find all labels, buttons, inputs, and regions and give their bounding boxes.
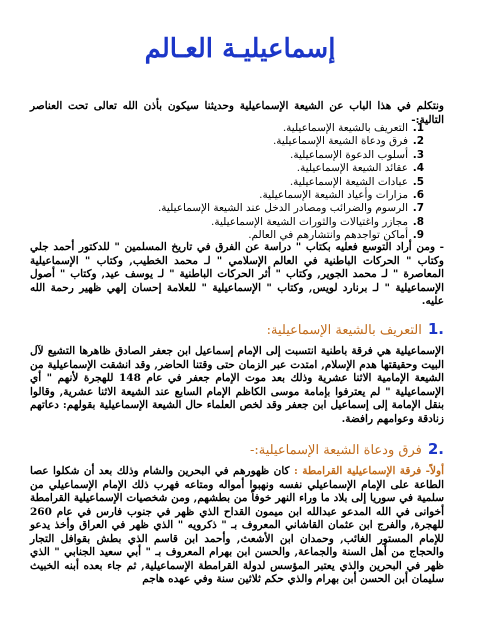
list-text: التعريف بالشيعة الإسماعيلية. [282, 122, 408, 134]
page-title: إسماعيليـة العـالم [144, 34, 336, 64]
subsection-text: كان ظهورهم في البحرين والشام وذلك بعد أن شكلوا عصا الطاعة على الإمام الإسماعيلي نفسه ونهبوا أمواله ومتاعه فهرب ذلك الإمام الإسماعيلي من سلمية في سوريا إلى بلاد ما وراء النهر خوفاً من بطشهم, ومن شخصيات الإسماعيلية القرامطة أخوانى في الله المدعو عبدالله ابن ميمون القداح الذي ظهر في جنوب فارس في عام 260 للهجرة, والفرج ابن عثمان القاشاني المعروف بـ " ذكرويه " الذي ظهر في العراق وأخذ يدعو للإمام المستور الغائب, وحمدان ابن الأشعث, وأحمد ابن قاسم الذي بطش بقوافل التجار والحجاج من أهل السنة والجماعة, والحسن ابن بهرام المعروف بـ " أبي سعيد الجنابي " الذي ظهر في البحرين والذي يعتبر المؤسس لدولة القرامطة الإسماعيلية, ثم جاء بعده أبنه الخبيث سليمان أبن الحسن أبن بهرام والذي حكم ثلاثين سنة وفي عهده هاجم [30, 465, 444, 585]
list-text: أماكن تواجدهم وانتشارهم في العالم. [248, 229, 408, 242]
list-item [120, 202, 424, 215]
list-item [120, 216, 424, 229]
list-item [120, 135, 424, 148]
list-number: 7. [412, 202, 424, 215]
list-number: 8. [412, 215, 424, 228]
list-number: 4. [412, 162, 424, 175]
section-body: الإسماعيلية هي فرقة باطنية انتسبت إلى الإمام إسماعيل ابن جعفر الصادق ظاهرها التشيع لآل البيت وحقيقتها هدم الإسلام, امتدت عبر الزمان حتى وقتنا الحاضر, وقد انشقت الإسماعيلية من الشيعة الإمامية الاثنا عشرية وذلك بعد موت الإمام جعفر في عام 148 للهجرة لأنهم " أي الإسماعيلية " لم يعترفوا بإمامة موسى الكاظم الإمام السابع عند الشيعة الاثنا عشرية, وقالوا بنقل الإمامة إلى إسماعيل ابن جعفر وقد لخص العلماء حال الشيعة الإسماعيلية بقولهم: دعاتهم زنادقة وعوامهم رافضة. [30, 345, 444, 425]
section-title: التعريف بالشيعة الإسماعيلية: [266, 323, 422, 338]
section-number: .1 [427, 320, 444, 338]
section-body [30, 465, 444, 587]
intro-paragraph: ونتكلم في هذا الباب عن الشيعة الإسماعيلية وحديثنا سيكون بأذن الله تعالى تحت العناصر التالية:- [30, 100, 444, 126]
list-item [120, 162, 424, 175]
list-number: 6. [412, 189, 424, 202]
list-number: 2. [412, 135, 424, 148]
subsection-lead: أولاً- فرقة الإسماعيلية القرامطة : [293, 465, 444, 477]
list-text: مجازر واغتيالات والثورات الشيعة الإسماعيلية. [211, 215, 408, 228]
list-number: 5. [412, 175, 424, 188]
list-text: أسلوب الدعوة الإسماعيلية. [289, 148, 408, 161]
list-text: عبادات الشيعة الإسماعيلية. [289, 175, 408, 188]
list-text: فرق ودعاة الشيعة الإسماعيلية. [272, 135, 408, 148]
list-item [120, 176, 424, 189]
section-heading [250, 440, 444, 458]
list-text: الرسوم والضرائب ومصادر الدخل عند الشيعة الإسماعيلية. [157, 202, 408, 215]
list-number: 1. [412, 122, 424, 134]
list-text: مزارات وأعياد الشيعة الإسماعيلية. [259, 189, 408, 202]
list-item [120, 122, 424, 135]
section-title: فرق ودعاة الشيعة الإسماعيلية:- [250, 443, 422, 458]
list-number: 9. [412, 229, 424, 242]
topics-list [120, 122, 424, 243]
list-number: 3. [412, 148, 424, 161]
list-item [120, 189, 424, 202]
section-number: .2 [427, 440, 444, 458]
list-text: عقائد الشيعة الإسماعيلية. [296, 162, 408, 175]
references-paragraph: - ومن أراد التوسع فعليه بكتاب " دراسة عن الفرق في تاريخ المسلمين " للدكتور أحمد جلي وكتاب " الحركات الباطنية في العالم الإسلامي " لـ محمد الخطيب, وكتاب " الإسماعيلية المعاصرة " لـ محمد الجوير, وكتاب " أثر الحركات الباطنية " لـ يوسف عيد, وكتاب " أصول الإسماعيلية " لـ برنارد لويس, وكتاب " الإسماعيلية " للعلامة إحسان إلهي ظهير رحمة الله عليه. [30, 241, 444, 307]
list-item [120, 149, 424, 162]
section-heading [267, 320, 444, 338]
